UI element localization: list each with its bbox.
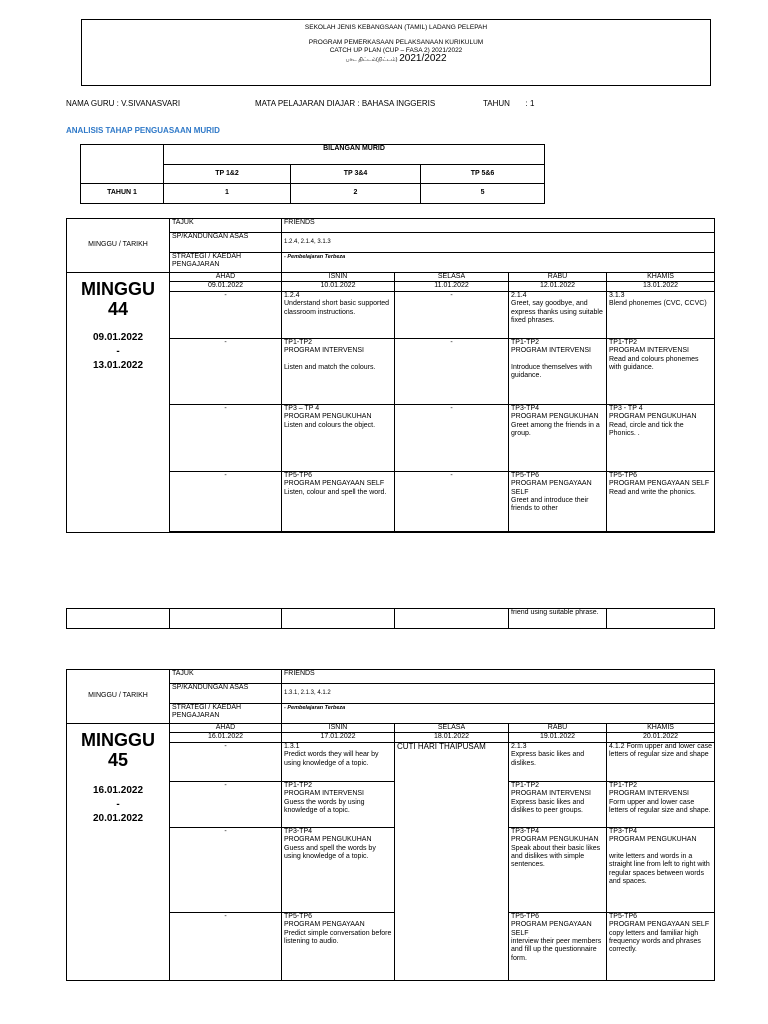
plan-subline (82, 55, 710, 64)
week44-date-from: 09.01.2022 (92, 332, 144, 343)
week45-date-sep: - (116, 799, 120, 810)
lesson-cell: - (170, 471, 282, 531)
lesson-cell: TP5-TP6 PROGRAM PENGAYAAN SELF Read and write the phonics. (607, 471, 715, 531)
analysis-title: ANALISIS TAHAP PENGUASAAN MURID (66, 126, 220, 135)
week45-minggu-cell (67, 724, 170, 981)
lesson-cell: - (170, 338, 282, 404)
date-header: 17.01.2022 (282, 733, 395, 742)
date-header: 11.01.2022 (395, 282, 509, 291)
year-level: TAHUN : 1 (483, 99, 535, 108)
analysis-col-header: TP 5&6 (421, 165, 545, 184)
date-header: 16.01.2022 (170, 733, 282, 742)
lesson-cell: TP5-TP6 PROGRAM PENGAYAAN SELF interview their peer members and fill up the questionnaire form. (509, 912, 607, 980)
lesson-cell: - (170, 781, 282, 827)
holiday-label: CUTI HARI THAIPUSAM (397, 742, 486, 751)
lesson-cell: - (170, 291, 282, 338)
week45-date-from: 16.01.2022 (92, 785, 144, 796)
week45-strategy: - Pembelajaran Terbeza (282, 704, 715, 724)
week44-strategy-label: STRATEGI / KAEDAH PENGAJARAN (170, 253, 282, 273)
continuation-cell (607, 609, 715, 629)
analysis-value: 2 (291, 184, 421, 204)
continuation-cell (395, 609, 509, 629)
lesson-cell: 2.1.4 Greet, say goodbye, and express thanks using suitable fixed phrases. (509, 291, 607, 338)
continuation-cell (282, 609, 395, 629)
lesson-cell: TP3 - TP 4 PROGRAM PENGUKUHAN Read, circle and tick the Phonics. . (607, 404, 715, 471)
date-header: 20.01.2022 (607, 733, 715, 742)
week44-sp: 1.2.4, 2.1.4, 3.1.3 (282, 233, 715, 253)
date-header: 10.01.2022 (282, 282, 395, 291)
plan-subline-prefix: பாட திட்டம்(நிட்டம்) (345, 57, 398, 63)
lesson-cell: 4.1.2 Form upper and lower case letters of regular size and shape (607, 742, 715, 781)
lesson-cell: TP1-TP2 PROGRAM INTERVENSI Introduce themselves with guidance. (509, 338, 607, 404)
analysis-col-header: TP 1&2 (164, 165, 291, 184)
analysis-value: 1 (164, 184, 291, 204)
day-header: SELASA (395, 724, 509, 733)
lesson-cell: TP1-TP2 PROGRAM INTERVENSI Express basic likes and dislikes to peer groups. (509, 781, 607, 827)
week45-sp: 1.3.1, 2.1.3, 4.1.2 (282, 684, 715, 704)
day-header: ISNIN (282, 724, 395, 733)
lesson-cell: TP1-TP2 PROGRAM INTERVENSI Guess the words by using knowledge of a topic. (282, 781, 395, 827)
lesson-cell: TP3-TP4 PROGRAM PENGUKUHAN write letters and words in a straight line from left to right with regular spaces between words and spaces. (607, 827, 715, 912)
analysis-table (80, 144, 545, 204)
lesson-cell: - (170, 742, 282, 781)
lesson-cell: - (395, 404, 509, 471)
lesson-cell: - (395, 338, 509, 404)
date-header: 13.01.2022 (607, 282, 715, 291)
week45-minggu: MINGGU 45 (81, 730, 155, 770)
analysis-value: 5 (421, 184, 545, 204)
week44-date-to: 13.01.2022 (92, 360, 144, 371)
continuation-cell (170, 609, 282, 629)
week44-table (66, 218, 715, 533)
lesson-cell: TP3-TP4 PROGRAM PENGUKUHAN Greet among the friends in a group. (509, 404, 607, 471)
week44-minggu-cell (67, 273, 170, 533)
lesson-cell: TP1-TP2 PROGRAM INTERVENSI Listen and match the colours. (282, 338, 395, 404)
week44-date-sep: - (116, 346, 120, 357)
analysis-col-header: TP 3&4 (291, 165, 421, 184)
day-header: ISNIN (282, 273, 395, 282)
plan-year: 2021/2022 (399, 53, 447, 64)
week44-continuation-table (66, 608, 715, 629)
subject-name: MATA PELAJARAN DIAJAR : BAHASA INGGERIS (255, 99, 436, 108)
lesson-cell: 3.1.3 Blend phonemes (CVC, CCVC) (607, 291, 715, 338)
day-header: RABU (509, 724, 607, 733)
teacher-name: NAMA GURU : V.SIVANASVARI (66, 99, 181, 108)
lesson-cell: - (395, 471, 509, 531)
day-header: AHAD (170, 273, 282, 282)
week44-minggu: MINGGU 44 (81, 279, 155, 319)
lesson-cell: - (395, 291, 509, 338)
lesson-cell: 1.3.1 Predict words they will hear by using knowledge of a topic. (282, 742, 395, 781)
lesson-cell: - (170, 827, 282, 912)
week45-date-to: 20.01.2022 (92, 813, 144, 824)
analysis-group-header: BILANGAN MURID (164, 145, 545, 165)
week44-tajuk-label: TAJUK (170, 219, 282, 233)
lesson-cell: TP3-TP4 PROGRAM PENGUKUHAN Speak about their basic likes and dislikes with simple sentences. (509, 827, 607, 912)
continuation-text: friend using suitable phrase. (509, 609, 607, 629)
week44-sp-label: SP/KANDUNGAN ASAS (170, 233, 282, 253)
day-header: SELASA (395, 273, 509, 282)
date-header: 18.01.2022 (395, 733, 509, 742)
week45-tajuk: FRIENDS (282, 670, 715, 684)
day-header: AHAD (170, 724, 282, 733)
date-header: 19.01.2022 (509, 733, 607, 742)
school-name: SEKOLAH JENIS KEBANGSAAN (TAMIL) LADANG PELEPAH (304, 24, 488, 31)
document-header (81, 19, 711, 86)
holiday-cell (395, 742, 509, 980)
plan-title: CATCH UP PLAN (CUP – FASA 2) 2021/2022 (329, 47, 463, 54)
week44-strategy: - Pembelajaran Terbeza (282, 253, 715, 273)
lesson-cell: TP5-TP6 PROGRAM PENGAYAAN SELF Listen, colour and spell the word. (282, 471, 395, 531)
lesson-cell: - (170, 912, 282, 980)
lesson-cell: 2.1.3 Express basic likes and dislikes. (509, 742, 607, 781)
continuation-cell (67, 609, 170, 629)
date-header: 09.01.2022 (170, 282, 282, 291)
lesson-cell: TP3 – TP 4 PROGRAM PENGUKUHAN Listen and colours the object. (282, 404, 395, 471)
analysis-row-label: TAHUN 1 (81, 184, 164, 204)
lesson-cell: TP5-TP6 PROGRAM PENGAYAAN Predict simple conversation before listening to audio. (282, 912, 395, 980)
day-header: KHAMIS (607, 273, 715, 282)
lesson-cell: TP5-TP6 PROGRAM PENGAYAAN SELF copy letters and familiar high frequency words and phrases correctly. (607, 912, 715, 980)
week44-tajuk: FRIENDS (282, 219, 715, 233)
lesson-cell: TP5-TP6 PROGRAM PENGAYAAN SELF Greet and introduce their friends to other (509, 471, 607, 531)
week45-label-cell: MINGGU / TARIKH (67, 670, 170, 724)
date-header: 12.01.2022 (509, 282, 607, 291)
lesson-cell: TP1-TP2 PROGRAM INTERVENSI Form upper and lower case letters of regular size and shape. (607, 781, 715, 827)
day-header: KHAMIS (607, 724, 715, 733)
week45-tajuk-label: TAJUK (170, 670, 282, 684)
week45-table (66, 669, 715, 981)
programme-title: PROGRAM PEMERKASAAN PELAKSANAAN KURIKULUM (308, 39, 484, 46)
week44-label-cell: MINGGU / TARIKH (67, 219, 170, 273)
lesson-cell: 1.2.4 Understand short basic supported classroom instructions. (282, 291, 395, 338)
analysis-corner-cell (81, 145, 164, 184)
week45-strategy-label: STRATEGI / KAEDAH PENGAJARAN (170, 704, 282, 724)
lesson-cell: TP1-TP2 PROGRAM INTERVENSI Read and colours phonemes with guidance. (607, 338, 715, 404)
day-header: RABU (509, 273, 607, 282)
week45-sp-label: SP/KANDUNGAN ASAS (170, 684, 282, 704)
lesson-cell: TP3-TP4 PROGRAM PENGUKUHAN Guess and spell the words by using knowledge of a topic. (282, 827, 395, 912)
lesson-cell: - (170, 404, 282, 471)
